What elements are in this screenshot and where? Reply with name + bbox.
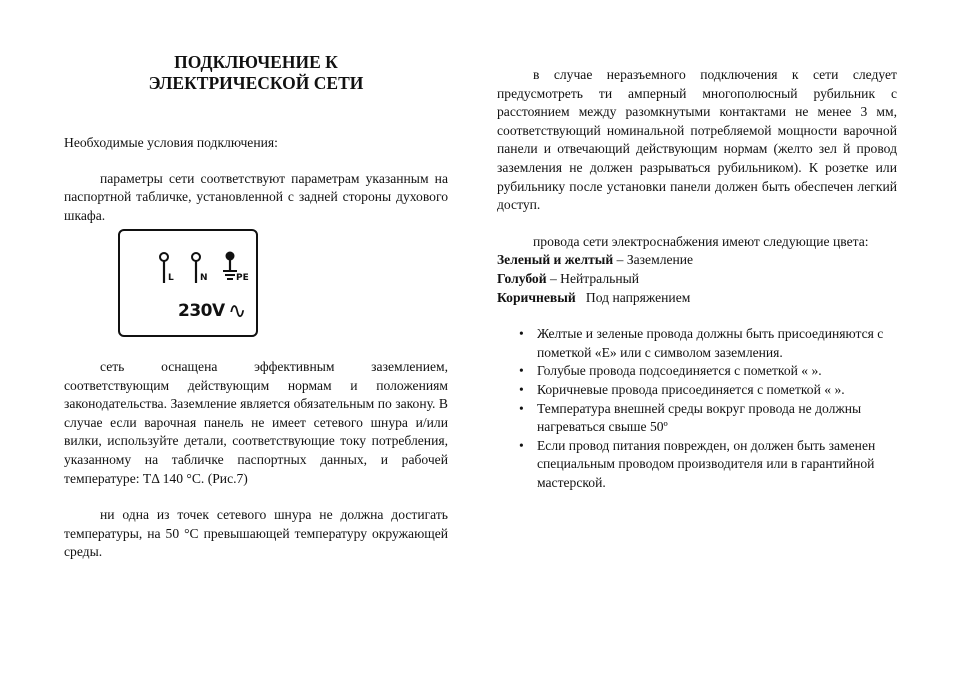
conditions-heading: Необходимые условия подключения: <box>64 135 278 150</box>
list-item: • Голубые провода подсоединяется с пометкой « ». <box>519 363 822 379</box>
plate-voltage: 230V <box>178 301 225 321</box>
list-item: • Желтые и зеленые провода должны быть присоединяются с пометкой «E» или с символом заземления. <box>519 326 884 360</box>
left-column-lower <box>64 358 448 562</box>
paragraph-wire-colors: провода сети электроснабжения имеют следующие цвета: <box>533 233 869 249</box>
plate-label-pe: PE <box>236 273 249 283</box>
list-item: • Коричневые провода присоединяется с пометкой « ». <box>519 381 845 397</box>
rating-plate-figure <box>118 229 258 337</box>
ac-wave-icon: ∿ <box>228 299 246 324</box>
title-line-1: ПОДКЛЮЧЕНИЕ К <box>174 52 338 72</box>
paragraph-grounding: сеть оснащена эффективным заземлением, соответствующим действующим нормам и положениям законодательства. Заземление является обязательным по закону. В случае если варочная панель не имеет сетевого шнура и/или вилки, используйте детали, соответствующие току потребления, указанному на табличке паспортных данных, и рабочей температуре: TΔ 140 °C. (Рис.7) <box>64 359 448 486</box>
list-item: • Если провод питания поврежден, он должен быть заменен специальным проводом производителя или в гарантийной мастерской. <box>519 437 876 490</box>
plate-label-l: L <box>168 273 174 283</box>
color-row-ground: Зеленый и желтый – Заземление <box>497 252 694 268</box>
list-item: • Температура внешней среды вокруг провода не должны нагреваться свыше 50º <box>519 400 862 435</box>
paragraph-fixed-connection: в случае неразъемного подключения к сети следует предусмотреть ти амперный многополюсный рубильник с расстоянием между разомкнутыми контактами не менее 3 мм, соответствующий номинальной потребляемой мощности варочной панели и отвечающий действующим нормам (желто зел й провод заземления не должен разрываться рубильником). К розетке или рубильнику после установки панели должен быть обеспечен легкий доступ. <box>497 67 897 213</box>
color-row-neutral: Голубой – Нейтральный <box>497 270 640 286</box>
paragraph-cord-temperature: ни одна из точек сетевого шнура не должна достигать температуры, на 50 °C превышающей температуру окружающей среды. <box>64 507 448 560</box>
left-column <box>64 52 448 225</box>
color-list <box>497 251 897 307</box>
color-row-live: Коричневый Под напряжением <box>497 289 691 305</box>
page-title <box>64 52 448 94</box>
plate-label-n: N <box>200 273 208 283</box>
title-line-2: ЭЛЕКТРИЧЕСКОЙ СЕТИ <box>148 73 364 93</box>
paragraph-network-params: параметры сети соответствуют параметрам указанным на паспортной табличке, установленной с задней стороны духового шкафа. <box>64 170 448 223</box>
wiring-bullet-list <box>497 325 897 492</box>
right-column <box>497 66 897 492</box>
